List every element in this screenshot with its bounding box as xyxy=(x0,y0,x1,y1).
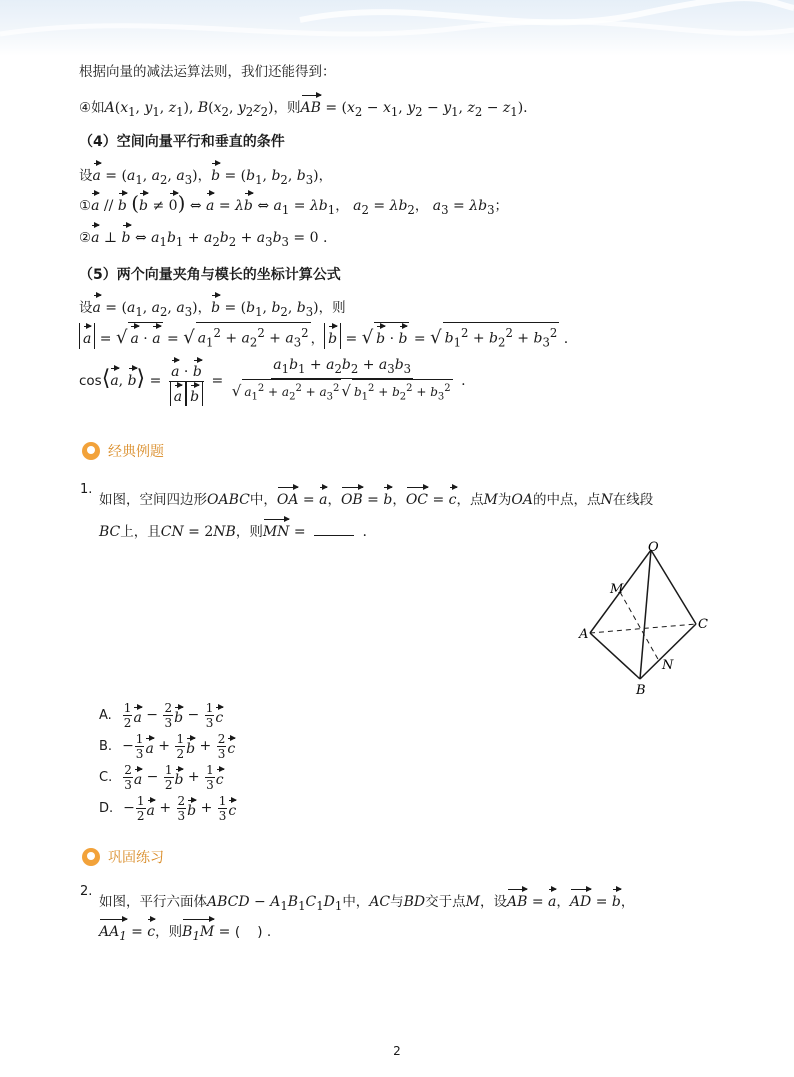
lightbulb-icon xyxy=(82,442,100,460)
q1-line-2: BC上，且CN = 2NB，则MN = . xyxy=(99,516,367,542)
q1-option-A[interactable]: A. $\frac{1}{2}$ a − $\frac{2}{3}$ b − $\frac{1}{3}$ c xyxy=(99,700,224,730)
answer-blank[interactable] xyxy=(314,535,354,536)
header-band xyxy=(0,0,794,56)
sec4-line-2: ①a // b (b ≠ 0) ⇔ a = λb ⇔ $a_1 = \lambda b_1$， $a_2 = \lambda b_2$， $a_3 = \lambda b_3$； xyxy=(79,191,508,217)
q1-option-D[interactable]: D. − $\frac{1}{2}$ a + $\frac{2}{3}$ b + $\frac{1}{3}$ c xyxy=(99,793,237,823)
section-practice-label: 巩固练习 xyxy=(108,850,164,866)
q1-option-B[interactable]: B. − $\frac{1}{3}$ a + $\frac{1}{2}$ b + $\frac{2}{3}$ c xyxy=(99,731,236,761)
section-5-heading: （5）两个向量夹角与模长的坐标计算公式 xyxy=(79,267,341,283)
section-practice xyxy=(82,847,164,867)
q1-line-1: 如图，空间四边形OABC中，OA = a，OB = b，OC = c，点M为OA的中点，点N在线段 xyxy=(99,484,653,510)
sec5-line-3: cos⟨a, b⟩ = $\frac{a \cdot b}{\text{a b}}$ = $\frac{a_1b_1 + a_2b_2 + a_3b_3}{√ a_1^2 + a_2^2 + a_3^2 √ b_1^2 + b_2^2 + b_3^2}$ . xyxy=(79,357,466,405)
lightbulb-icon xyxy=(82,848,100,866)
label-N: N xyxy=(662,658,674,673)
q1-option-C[interactable]: C. $\frac{2}{3}$ a − $\frac{1}{2}$ b + $\frac{1}{3}$ c xyxy=(99,762,224,792)
label-M: M xyxy=(610,582,624,597)
label-O: O xyxy=(648,540,659,555)
q2-number: 2. xyxy=(80,884,93,899)
sec5-line-1: 设$a = (a_1$, $a_2$, $a_3$)，$b = (b_1$, $b_2$, $b_3$)，则 xyxy=(79,292,346,322)
q1-number: 1. xyxy=(80,482,93,497)
q2-line-1: 如图，平行六面体ABCD − $A_1B_1C_1D_1$中，AC与BD交于点M，设AB = a，AD = b， xyxy=(99,886,634,916)
section-4-heading: （4）空间向量平行和垂直的条件 xyxy=(79,134,285,150)
label-A: A xyxy=(579,627,589,642)
intro-text: 根据向量的减法运算法则，我们还能得到： xyxy=(79,64,336,80)
label-B: B xyxy=(636,683,646,698)
section-examples-label: 经典例题 xyxy=(108,444,164,460)
header-wave-decoration xyxy=(0,0,794,56)
sec5-line-2: a = √ a · a = √ $a_1^2 + a_2^2 + a_3^2$ ， b = √ b · b = √ $b_1^2 + b_2^2 + b_3^2$ . xyxy=(79,322,568,353)
label-C: C xyxy=(698,617,708,632)
sec4-line-1: 设$a = (a_1$, $a_2$, $a_3$)，$b = (b_1$, $b_2$, $b_3$)， xyxy=(79,160,332,190)
tetrahedron-figure xyxy=(576,536,716,700)
formula-item4: ④如$A(x_1$, $y_1$, $z_1$), $B(x_2$, $y_2z_2$)，则AB = ($x_2 - x_1$, $y_2 - y_1$, $z_2 - z_1$). xyxy=(79,92,528,122)
page-number: 2 xyxy=(393,1044,401,1058)
section-examples xyxy=(82,441,164,461)
sec4-line-3: ②a ⊥ b ⇔ $a_1b_1 + a_2b_2 + a_3b_3 = 0$ . xyxy=(79,222,327,252)
q2-line-2: $AA_1 = c$，则$B_1M$ = ( ) . xyxy=(99,916,271,946)
